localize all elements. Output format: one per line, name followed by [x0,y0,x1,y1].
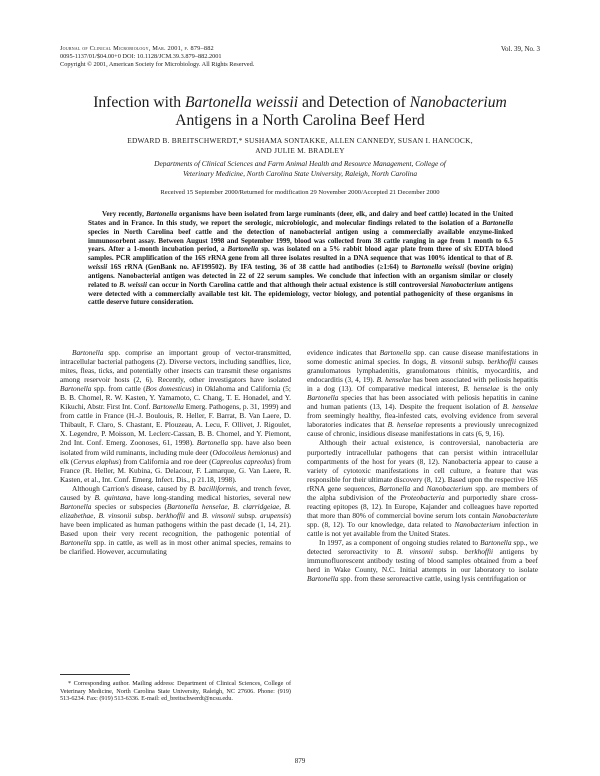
body-column-right [307,348,538,583]
volume-number: Vol. 39, No. 3 [500,45,540,53]
author-list: EDWARD B. BREITSCHWERDT,* SUSHAMA SONTAKKE, ALLEN CANNEDY, SUSAN I. HANCOCK, AND JULIE M. BRADLEY [127,136,473,155]
paragraph: Bartonella spp. comprise an important group of vector-transmitted, intracellular bacterial pathogens (2). Diverse vectors, including sandflies, lice, mites, fleas, ticks, and potentially other insects can transmit these organisms among reservoir hosts (2, 6). Recently, other investigators have isolated Bartonella spp. from cattle (Bos domesticus) in Oklahoma and California (5; B. B. Chomel, R. W. Kasten, Y. Yamamoto, C. Chang, T. E. Honadel, and Y. Kikuchi, Abstr. First Int. Conf. Bartonella Emerg. Pathogens, p. 31, 1999) and from cattle in France (H.-J. Boulouis, R. Heller, F. Barrat, B. Van Laere, D. Thibault, F. Claro, S. Chastant, E. Plouzeau, A. Lecu, F. Ollivet, J. Rigoulet, X. Legendre, P. Moisson, M. Leclerc-Cassan, B. B. Chomel, and Y. Piemont, 2nd Int. Conf. Emerg. Zoonoses, 61, 1998). Bartonella spp. have also been isolated from wild ruminants, including mule deer (Odocoileus hemionus) and elk (Cervus elaphus) from California and roe deer (Capreolus capreolus) from France (R. Heller, M. Kubina, G. Delacour, F. Lamarque, G. Van Laere, R. Kasten, et al., Int. Conf. Emerg. Infect. Dis., p 21.18, 1998). [60,348,292,484]
affiliation: Departments of Clinical Sciences and Farm Animal Health and Resource Management, College of Veterinary Medicine, North Carolina State University, Raleigh, North Carolina [154,159,446,178]
article-title: Infection with Bartonella weissii and Detection of Nanobacterium Antigens in a North Carolina Beef Herd [93,94,507,129]
corresponding-author-footnote: * Corresponding author. Mailing address: Department of Clinical Sciences, College of Veterinary Medicine, North Carolina State University, Raleigh, NC 27606. Phone: (919) 513-6234. Fax: (919) 513-6336. E-mail: ed_breitschwerdt@ncsu.edu. [60,680,291,703]
paragraph: Although their actual existence, is controversial, nanobacteria are purportedly intracellular pathogens that can persist within intracellular compartments of the host for years (8, 12). Nanobacteria appear to cause a variety of cytotoxic manifestations in cell culture, a feature that was responsible for their ultimate discovery (8, 12). Based upon the respective 16S rRNA gene sequences, Bartonella and Nanobacterium spp. are members of the alpha subdivision of the Proteobacteria and purportedly share cross-reacting epitopes (8, 12). In Europe, Kajander and colleagues have reported that more than 80% of commercial bovine serum lots contain Nanobacterium spp. (8, 12). To our knowledge, data related to Nanobacterium infection in cattle is not yet available from the United States. [307,438,538,538]
running-header [60,45,540,69]
received-dates: Received 15 September 2000/Returned for modification 29 November 2000/Accepted 21 December 2000 [160,189,440,196]
body-column-left [60,348,291,556]
journal-citation: Journal of Clinical Microbiology, Mar. 2001, p. 879–882 [60,45,214,52]
paragraph: evidence indicates that Bartonella spp. can cause disease manifestations in some domestic animal species. In dogs, B. vinsonii subsp. berkhoffii causes granulomatous lymphadenitis, granulomatous rhinitis, myocarditis, and endocarditis (3, 4, 19). B. henselae has been associated with peliosis hepatitis in a dog (13). Of comparative medical interest, B. henselae is the only Bartonella species that has been associated with peliosis hepatitis in canine and human patients (13, 14). Despite the frequent isolation of B. henselae from seemingly healthy, flea-infested cats, evolving evidence from several laboratories indicates that B. henselae represents a previously unrecognized cause of chronic, insidious disease manifestations in cats (6, 9, 16). [307,348,538,439]
footnote-rule [60,674,130,675]
paragraph: Although Carrion's disease, caused by B. bacilliformis, and trench fever, caused by B. quintana, have long-standing medical histories, several new Bartonella species or subspecies (Bartonella henselae, B. clarridgeiae, B. elizabethae, B. vinsonii subsp. berkhoffii and B. vinsonii subsp. arupensis) have been implicated as human pathogens within the past decade (1, 14, 21). Based upon their very recent recognition, the pathogenic potential of Bartonella spp. in cattle, as well as in most other animal species, remains to be clarified. However, accumulating [60,483,291,557]
abstract: Very recently, Bartonella organisms have been isolated from large ruminants (deer, elk, and dairy and beef cattle) located in the United States and in France. In this study, we report the serologic, microbiologic, and molecular findings related to the isolation of a Bartonella species in North Carolina beef cattle and the detection of nanobacterial antigen using a commercially available enzyme-linked immunosorbent assay. Between August 1998 and September 1999, blood was collected from 38 cattle ranging in age from 1 month to 6.5 years. After a 1-month incubation period, a Bartonella sp. was isolated on a 5% rabbit blood agar plate from three of six EDTA blood samples. PCR amplification of the 16S rRNA gene from all three isolates resulted in a DNA sequence that was 100% identical to that of B. weissii 16S rRNA (GenBank no. AF199502). By IFA testing, 36 of 38 cattle had antibodies (≥1:64) to Bartonella weissii (bovine origin) antigens. Nanobacterial antigen was detected in 22 of 22 serum samples. We conclude that infection with an organism similar or closely related to B. weissii can occur in North Carolina cattle and that although their actual existence is still controversial Nanobacterium antigens were detected with a commercially available test kit. The epidemiology, vector biology, and potential pathogenicity of these organisms in cattle deserve future consideration. [88,210,514,307]
doi-line: 0095-1137/01/$04.00+0 DOI: 10.1128/JCM.39.3.879–882.2001 [60,53,222,60]
copyright-line: Copyright © 2001, American Society for Microbiology. All Rights Reserved. [60,61,255,68]
page-number: 879 [294,757,306,765]
paragraph: In 1997, as a component of ongoing studies related to Bartonella spp., we detected seroreactivity to B. vinsonii subsp. berkhoffii antigens by immunofluorescent antibody testing of blood samples obtained from a beef herd in Wake County, N.C. Initial attempts in our laboratory to isolate Bartonella spp. from these seroreactive cattle, using lysis centrifugation or [307,537,539,584]
